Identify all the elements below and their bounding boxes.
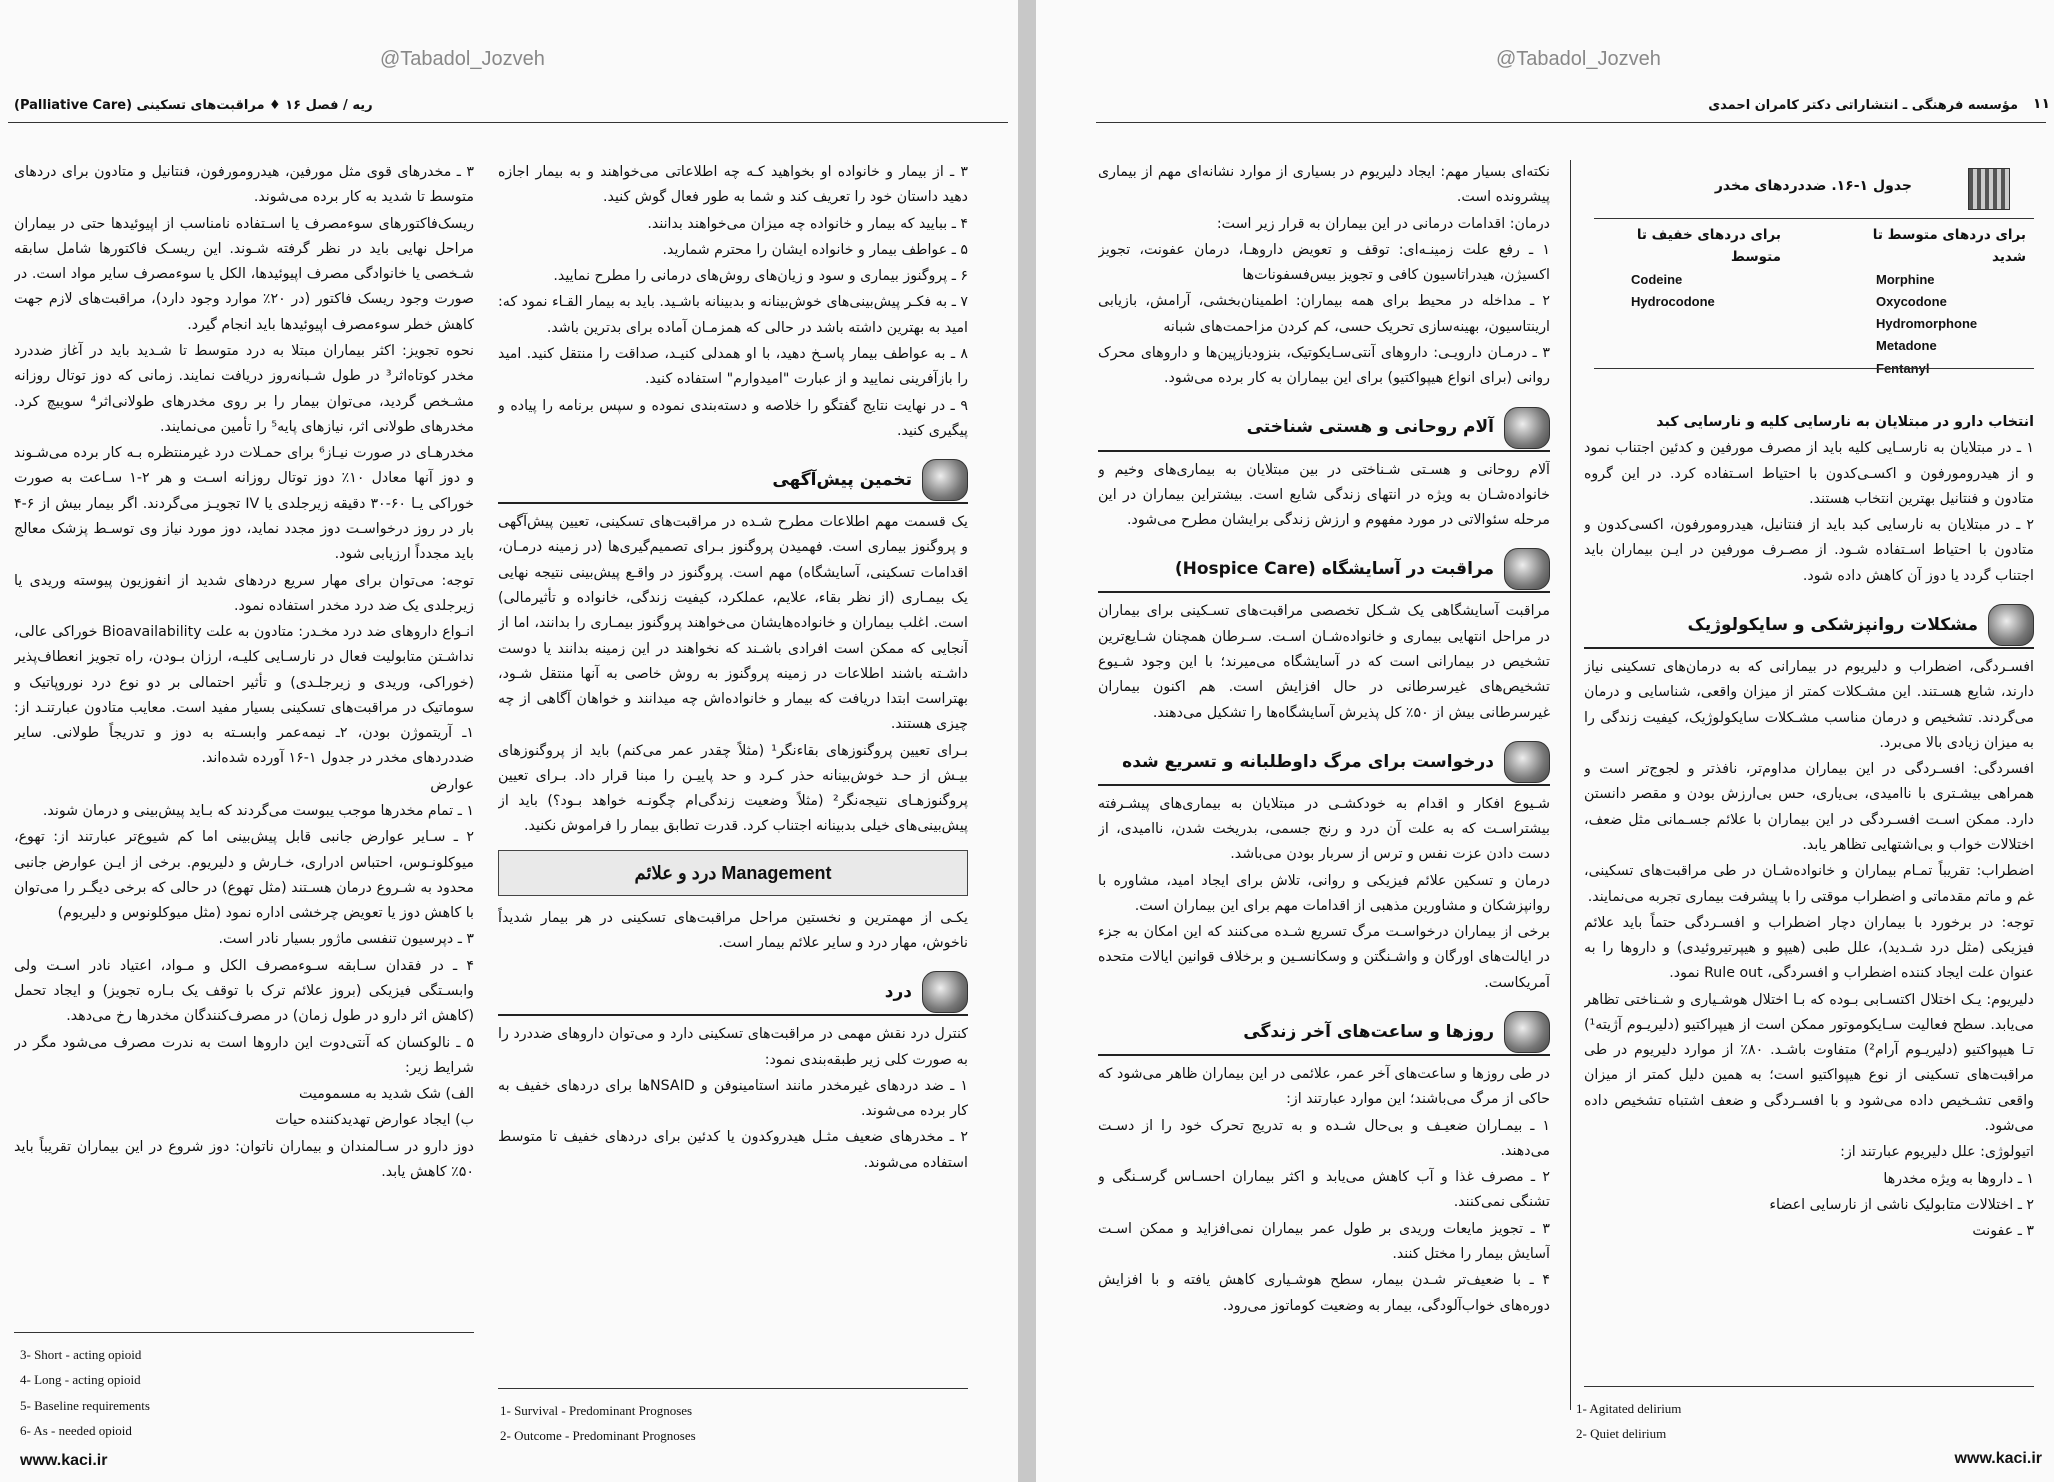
paragraph: درمان: اقدامات درمانی در این بیماران به قرار زیر است: xyxy=(1216,215,1550,232)
section-header-prognosis xyxy=(498,458,968,504)
paragraph: کنترل درد نقش مهمی در مراقبت‌های تسکینی دارد و می‌توان داروهای ضددرد را به صورت کلی زیر طبقه‌بندی نمود: xyxy=(498,1026,968,1068)
section-header-existential xyxy=(1098,406,1550,452)
right-page xyxy=(1036,0,2054,1482)
site-url: www.kaci.ir xyxy=(1954,1450,2042,1467)
section-header-hospice xyxy=(1098,547,1550,593)
paragraph: مخدرهـای در صورت نیـاز⁶ برای حمـلات درد غیرمنتظره بـه کار برده می‌شـوند و دوز آنها معادل ۱۰٪ دوز توتال روزانه اسـت و هر ۲-۱ سـاعت به صورت خوراکی یـا ۶۰-۳۰ دقیقه زیرجلدی یا IV تجویـز می‌گردند. اگر بیمار بیش از ۶-۴ بار در روز درخواسـت دوز مجدد نماید، دوز مورد نیاز وی توسـط پزشک معالج باید مجدداً ارزیابی شود. xyxy=(14,445,474,563)
paragraph: دلیریوم: یـک اختلال اکتسـابی بـوده که بـا اختلال هوشـیاری و شـناختی تظاهر می‌یابد. سطح فعالیت سـایکوموتور ممکن است از هیپراکتیو (دلیریـوم آژیته¹) تـا هیپواکتیو (دلیریـوم آرام²) متفاوت باشـد. ۸۰٪ از موارد دلیریوم در طی مراقبت‌های تسکینی از نوع هیپواکتیو است؛ به همین دلیل کمتر از میزان واقعی تشـخیص داده می‌شود و با افسـردگی و ضعف اشتباه تشخیص داده می‌شود. xyxy=(1584,991,2034,1135)
paragraph: ۲ ـ اختلالات متابولیک ناشی از نارسایی اعضاء xyxy=(1769,1196,2034,1213)
column-right xyxy=(1584,410,2034,1390)
column-left xyxy=(1098,160,1550,1440)
header-rule xyxy=(1096,122,2046,123)
paragraph: ۲ ـ در مبتلایان به نارسایی کبد باید از فنتانیل، هیدرومورفون، اکسی‌کدون و متادون با احتیاط اسـتفاده شـود. از مصـرف مورفین در ایـن بیماران باید اجتناب گردد یا دوز آن کاهش داده شود. xyxy=(1584,517,2034,584)
table-emblem-icon xyxy=(1968,168,2010,210)
paragraph: شـیوع افکار و اقدام به خودکشـی در مبتلایان به بیماری‌های پیشـرفته بیشتراسـت که به علت آن درد و رنج جسمی، بدریخت شدن، ناامیدی، از دست دادن عزت نفس و ترس از سربار بودن می‌باشد. xyxy=(1098,795,1550,863)
paragraph: ۳ ـ درمـان دارویـی: داروهای آنتی‌سـایکوتیک، بنزودیازپین‌ها و داروهای محرک روانی (برای انواع هیپواکتیو) برای این بیماران به کار برده می‌شود. xyxy=(1098,344,1550,387)
footnote-rule xyxy=(498,1388,968,1389)
footnote: 1- Agitated delirium xyxy=(1576,1401,1682,1416)
section-title: مراقبت در آسایشگاه (Hospice Care) xyxy=(1174,559,1494,580)
footnotes-middle xyxy=(500,1398,696,1449)
paragraph: نکته‌ای بسیار مهم: ایجاد دلیریوم در بسیاری از موارد نشانه‌ای مهم از بیماری پیشرونده است. xyxy=(1098,164,1550,206)
euthanasia-text xyxy=(1098,792,1550,996)
table-header-row xyxy=(1596,224,2026,269)
paragraph: ۲ ـ سـایر عوارض جانبی قابل پیش‌بینی اما کم شیوع‌تر عبارتند از: تهوع، میوکلونـوس، احتباس ادراری، خـارش و دلیریوم. برخی از ایـن عوارض جانبی محدود به شـروع درمان هسـتند (مثل تهوع) در حالی که برخی دیگـر را می‌توان با کاهش دوز یا تعویض چرخشی اداره نمود (مثل میوکلونوس و دلیریوم) xyxy=(14,829,474,922)
section-emblem-icon xyxy=(922,971,968,1013)
paragraph: اضطراب: تقریباً تمـام بیماران و خانواده‌شـان در طی مراقبت‌های تسکینی، غم و ماتم مقدماتی و اضطراب موقتی را با پیشرفت بیماری تجربه می‌نمایند. xyxy=(1584,863,2034,905)
paragraph: در طی روزها و ساعت‌های آخر عمر، علائمی در این بیماران ظاهر می‌شود که حاکی از مرگ می‌باشند؛ این موارد عبارتند از: xyxy=(1098,1066,1550,1108)
paragraph: ۱ ـ تمام مخدرها موجب یبوست می‌گردند که بـاید پیش‌بینی و درمان شوند. xyxy=(42,803,474,820)
paragraph: توجه: در برخورد با بیماران دچار اضطراب و افسـردگی حتماً باید علائم فیزیکی (مثل درد شـدید)، علل طبی (هیپو و هیپرتیروئیدی) و داروها را به عنوان علت ایجاد کننده اضطراب و افسردگی، Rule out نمود. xyxy=(1584,914,2034,982)
paragraph: ۱ ـ رفع علت زمینـه‌ای: توقف و تعویض داروهـا، درمان عفونت، تجویز اکسیژن، هیدراتاسیون کافی و تجویز بیس‌فسفونات‌ها xyxy=(1098,241,1550,284)
footnote: 1- Survival - Predominant Prognoses xyxy=(500,1403,693,1418)
site-url: www.kaci.ir xyxy=(20,1452,108,1469)
footnote: 6- As - needed opioid xyxy=(20,1423,132,1439)
footnote: 2- Outcome - Predominant Prognoses xyxy=(500,1428,696,1444)
paragraph: ریسک‌فاکتورهای سوءمصرف یا اسـتفاده نامناسب از اپیوئیدها حتی در بیماران مراحل نهایی باید در نظر گرفته شـوند. این ریسـک فاکتورها شامل سابقه شـخصی یا خانوادگی مصرف اپیوئیدها، الکل یا سوءمصرف سایر مواد است. در صورت وجود ریسک فاکتور (در ۲۰٪ موارد وجود دارد)، مراقبت‌های لازم جهت کاهش خطر سوءمصرف اپیوئیدها باید انجام گیرد. xyxy=(14,215,474,333)
table-cell: Morphine xyxy=(1876,271,1935,287)
paragraph: ۸ ـ به عواطف بیمار پاسـخ دهید، با او همدلی کنیـد، صداقت را منتقل کنید. امید را بازآفرینی نمایید و از عبارت "امیدوارم" استفاده کنید. xyxy=(498,345,968,388)
header-rule xyxy=(8,122,1008,123)
communication-steps xyxy=(498,160,968,444)
management-box: Management درد و علائم xyxy=(498,850,968,896)
section-title: مشکلات روانپزشکی و سایکولوژیک xyxy=(1687,614,1978,635)
prognosis-text xyxy=(498,510,968,840)
paragraph: ۳ ـ تجویز مایعات وریدی بر طول عمر بیماران نمی‌افزاید و ممکن اسـت آسایش بیمار را مختل کنند. xyxy=(1098,1220,1550,1262)
table-row xyxy=(1596,291,2026,313)
paragraph: ۳ ـ عفونت xyxy=(1972,1223,2034,1240)
footnotes-left xyxy=(20,1342,150,1443)
paragraph: افسردگی: افسـردگی در این بیماران مداوم‌تر، نافذتر و لجوج‌تر است و همراهی بیشـتری با ناامیدی، بی‌یاری، حس بی‌ارزش بودن و مقصر دانستن دارد. ممکن اسـت افسـردگی در این بیماران با علائم جسـمانی مثل ضعف، اختلالات خواب و بی‌اشتهایی تظاهر یابد. xyxy=(1584,761,2034,853)
running-head: ریه / فصل ۱۶ ♦ مراقبت‌های تسکینی (Palliative Care) xyxy=(14,98,373,113)
paragraph: توجه: می‌توان برای مهار سریع دردهای شدید از انفوزیون پیوسته وریدی یا زیرجلدی یک ضد درد مخدر استفاده نمود. xyxy=(14,572,474,614)
footnote-rule xyxy=(1584,1386,2034,1387)
paragraph: ۹ ـ در نهایت نتایج گفتگو را خلاصه و دسته‌بندی نموده و سپس برنامه را پیاده و پیگیری کنید. xyxy=(498,397,968,439)
footnote: 4- Long - acting opioid xyxy=(20,1372,141,1388)
section-emblem-icon xyxy=(1504,407,1550,449)
footnotes-right xyxy=(1576,1396,1681,1447)
paragraph: ۱ ـ بیمـاران ضعیـف و بی‌حال شـده و به تدریج تحرک خود را از دسـت می‌دهند. xyxy=(1098,1117,1550,1159)
footnote: 2- Quiet delirium xyxy=(1576,1426,1667,1442)
paragraph: ۴ ـ با ضعیف‌تر شـدن بیمار، سطح هوشـیاری کاهش یافته و با افزایش دوره‌های خواب‌آلودگی، بیمار به وضعیت کوماتوز می‌رود. xyxy=(1098,1272,1550,1314)
existential-text: آلام روحانی و هسـتی شـناختی در بین مبتلایان به بیماری‌های وخیم و خانواده‌شـان به ویژه در انتهای زندگی شایع است. بیشتراین بیماران در این مرحله سئوالاتی در مورد مفهوم و ارزش زندگی برایشان مطرح می‌شود. xyxy=(1098,461,1550,529)
column-left xyxy=(14,160,474,1320)
management-text: یکـی از مهمترین و نخستین مراحل مراقبت‌های تسکینی در هر بیمار شدیداً ناخوش، مهار درد و سایر علائم بیمار است. xyxy=(498,909,968,952)
table-rule xyxy=(1594,218,2034,219)
table-cell: Oxycodone xyxy=(1876,293,1947,309)
section-header-lastdays xyxy=(1098,1010,1550,1056)
footnote-rule xyxy=(14,1332,474,1333)
table-row xyxy=(1596,269,2026,291)
paragraph: بـرای تعیین پروگنوزهای بقاء‌نگر¹ (مثلاً چقدر عمر می‌کنم) باید از پروگنوزهای بیـش از حـد خوش‌بینانه حذر کـرد و حد پاییـن را مبنا قرار داد. بـرای تعیین پروگنوزهـای نتیجه‌نگر² (مثلاً وضعیت زندگی‌ام چگونـه خواهد بـود؟) باید از پیش‌بینی‌های خیلی بدبینانه اجتناب کرد. قدرت تطابق بیمار را فراموش نکنید. xyxy=(498,742,968,835)
section-header-psych xyxy=(1584,603,2034,649)
table-row xyxy=(1596,313,2026,335)
paragraph: ۷ ـ به فکـر پیش‌بینی‌های خوش‌بینانه و بدبینانه باشـید. باید به بیمار القـاء نمود که: امید به بهترین داشته باشد در حالی که همزمـان آماده برای بدترین باشد. xyxy=(498,294,968,336)
table-header: برای دردهای متوسط تا شدید xyxy=(1872,227,2026,266)
paragraph: انتخاب دارو در مبتلایان به نارسایی کلیه و نارسایی کبد xyxy=(1656,414,2034,430)
table-header: برای دردهای خفیف تا متوسط xyxy=(1636,227,1781,266)
paragraph: ۴ ـ در فقدان سـابقه سـوءمصرف الکل و مـواد، اعتیاد نادر اسـت ولی وابسـتگی فیزیکی (بروز علائم ترک با توقف یک بـاره تجویز) و ایجاد تحمل (کاهش اثر دارو در طول زمان) در مصرف‌کنندگان مخدرها رخ می‌دهد. xyxy=(14,957,474,1025)
page-gutter xyxy=(1018,0,1036,1482)
paragraph: ۲ ـ مداخله در محیط برای همه بیماران: اطمینان‌بخشی، آرامش، بازیابی ارینتاسیون، بهینه‌سازی تحریک حسی، کم کردن مزاحمت‌های شبانه xyxy=(1098,293,1550,335)
table-title: جدول ۱-۱۶. ضددردهای مخدر xyxy=(1714,178,1912,194)
paragraph: ۱ ـ داروها به ویژه مخدرها xyxy=(1883,1170,2034,1187)
paragraph: ۳ ـ دپرسیون تنفسی ماژور بسیار نادر است. xyxy=(218,931,474,948)
paragraph: افسـردگی، اضطراب و دلیریوم در بیمارانی که به درمان‌های تسکینی نیاز دارند، شایع هسـتند. این مشـکلات کمتر از میزان واقعی، شناسایی و درمان می‌گردند. تشخیص و درمان مناسب مشـکلات سایکولوژیک، کیفیت زندگی را به میزان زیادی بالا می‌برد. xyxy=(1584,658,2034,751)
section-header-euthanasia xyxy=(1098,740,1550,786)
paragraph: اتیولوژی: علل دلیریوم عبارتند از: xyxy=(1840,1144,2034,1161)
table-cell: Hydromorphone xyxy=(1876,316,1978,332)
watermark: @Tabadol_Jozveh xyxy=(1496,48,1661,70)
section-title: روزها و ساعت‌های آخر زندگی xyxy=(1243,1021,1494,1042)
table-cell: Fentanyl xyxy=(1876,360,1930,376)
lastdays-text xyxy=(1098,1062,1550,1319)
paragraph: انـواع داروهای ضد درد مخـدر: متادون به علت Bioavailability خوراکی عالی، نداشـتن متابولیت فعال در نارسـایی کلیـه، ارزان بـودن، راه تجویز انعطاف‌پذیر (خوراکی، وریدی و زیرجلـدی) و تأثیر احتمالی بر دو نوع درد نوروپاتیک و سوماتیک در مراقبت‌های تسکینی بسیار مفید است. معایب متادون عبارتنـد از: ۱ـ آریتموژن بودن، ۲ـ نیمه‌عمر وابسـته به دوز و تدریجاً طولانی. سایر ضددردهای مخدر در جدول ۱-۱۶ آورده شده‌اند. xyxy=(14,624,474,767)
section-title: آلام روحانی و هستی شناختی xyxy=(1246,417,1494,438)
column-middle xyxy=(498,160,968,1450)
watermark: @Tabadol_Jozveh xyxy=(380,48,545,70)
table-row xyxy=(1596,335,2026,357)
opioid-table xyxy=(1596,224,2026,380)
section-emblem-icon xyxy=(1504,741,1550,783)
paragraph: یک قسمت مهم اطلاعات مطرح شـده در مراقبت‌های تسکینی، تعیین پیش‌آگهی و پروگنوز بیماری است. فهمیدن پروگنوز بـرای تصمیم‌گیری‌ها (در زمینه درمـان، اقدامات تسکینی، آسایشگاه) مهم است. پروگنوز در واقـع پیش‌بینی نتیجه نهایی یک بیمـاری (از نظر بقاء، علایم، عملکرد، کیفیت زندگی، خانواده و تأثیرمالی) است. اغلب بیماران و خانواده‌هایشان می‌خواهند پروگنوز بیمـاری را بدانند، اما از آنجایی که ممکن است افرادی باشـند که نخواهند در این زمینه بدانند یا دوست داشـته باشند اطلاعات در زمینه پروگنوز به روش خاصی به آنها منتقل شـود، بهتراست ابتدا دریافت که بیمار و خانواده‌اش چه میدانند و خواهان آگاهی از چه چیزی هستند. xyxy=(498,514,968,733)
paragraph: ۲ ـ مخدرهای ضعیف مثـل هیدروکدون یا کدئین برای دردهای خفیف تا متوسط استفاده می‌شوند. xyxy=(498,1129,968,1171)
paragraph: نحوه تجویز: اکثر بیماران مبتلا به درد متوسط تا شـدید باید در آغاز ضددرد مخدر کوتاه‌اثر³ در طول شـبانه‌روز دریافت نمایند. زمانی که دوز توتال روزانه مشـخص گردید، می‌توان بیمار را بر روی مخدرهای طولانی‌اثر⁴ سوییچ کرد. مخدرهای طولانی اثر، نیازهای پایه⁵ را تأمین می‌نمایند. xyxy=(14,342,474,435)
organ-failure-text xyxy=(1584,410,2034,589)
left-page xyxy=(0,0,1018,1482)
psych-text xyxy=(1584,655,2034,1244)
section-emblem-icon xyxy=(922,459,968,501)
section-title: درخواست برای مرگ داوطلبانه و تسریع شده xyxy=(1122,751,1494,772)
paragraph: ۳ ـ مخدرهای قوی مثل مورفین، هیدرومورفون، فنتانیل و متادون برای دردهای متوسط تا شدید به کار برده می‌شوند. xyxy=(14,164,474,206)
running-head: مؤسسه فرهنگی ـ انتشاراتی دکتر کامران احمدی xyxy=(1708,98,2018,113)
paragraph: ۳ ـ از بیمار و خانواده او بخواهید کـه چه اطلاعاتی می‌خواهند و به بیمار اجازه دهید داستان خود را تعریف کند و شما به طور فعال گوش کنید. xyxy=(498,164,968,206)
paragraph: ۴ ـ ببایید که بیمار و خانواده چه میزان می‌خواهند بدانند. xyxy=(647,215,968,232)
table-cell: Codeine xyxy=(1631,271,1683,287)
section-emblem-icon xyxy=(1988,604,2034,646)
pain-text xyxy=(498,1022,968,1176)
footnote: 3- Short - acting opioid xyxy=(20,1347,142,1362)
section-title: تخمین پیش‌آگهی xyxy=(772,469,912,490)
paragraph: الف) شک شدید به مسمومیت xyxy=(299,1086,474,1103)
section-emblem-icon xyxy=(1504,1011,1550,1053)
hospice-text: مراقبت آسایشگاهی یک شـکل تخصصی مراقبت‌های تسـکینی برای بیماران در مراحل انتهایی بیماری و خانواده‌شـان اسـت. سـرطان همچنان شـایع‌ترین تشخیص در بیمارانی است که در آسایشگاه می‌میرند؛ با این وجود شـیوع تشخیص‌های غیرسرطانی در حال افزایش است. هم اکنون بیماران غیرسرطانی بیش از ۵۰٪ کل پذیرش آسایشگاه‌ها را تشکیل می‌دهند. xyxy=(1098,603,1550,721)
paragraph: دوز دارو در سـالمندان و بیماران ناتوان: دوز شروع در این بیماران تقریباً باید ۵۰٪ کاهش یابد. xyxy=(14,1138,474,1180)
section-header-pain xyxy=(498,970,968,1016)
table-cell: Metadone xyxy=(1876,338,1937,354)
paragraph: ۵ ـ عواطف بیمار و خانواده ایشان را محترم شمارید. xyxy=(662,241,968,258)
table-rule xyxy=(1594,368,2034,369)
paragraph: ۵ ـ نالوکسان که آنتی‌دوت این داروها است به ندرت مصرف می‌شود مگر در شرایط زیر: xyxy=(14,1034,474,1076)
paragraph: ۱ ـ در مبتلایان به نارسـایی کلیه باید از مصرف مورفین و کدئین اجتناب نمود و از هیدرومورفون و اکسـی‌کدون با احتیاط اسـتفاده کرد. در این گروه متادون و فنتانیل بهترین انتخاب هستند. xyxy=(1584,440,2034,507)
table-cell: Hydrocodone xyxy=(1631,293,1715,309)
paragraph: ۲ ـ مصرف غذا و آب کاهش می‌یابد و اکثر بیماران احسـاس گرسـنگی و تشنگی نمی‌کنند. xyxy=(1098,1169,1550,1211)
paragraph: برخی از بیماران درخواسـت مرگ تسریع شـده می‌کنند که این امکان به جزء در ایالت‌های اورگان و واشـنگتن و وسکانسـین و برخلاف قوانین ایالات متحده آمریکاست. xyxy=(1098,924,1550,991)
section-title: درد xyxy=(884,982,912,1003)
column-divider xyxy=(1570,160,1571,1410)
section-emblem-icon xyxy=(1504,548,1550,590)
footnote: 5- Baseline requirements xyxy=(20,1397,150,1413)
paragraph: ۶ ـ پروگنوز بیماری و سود و زیان‌های روش‌های درمانی را مطرح نمایید. xyxy=(553,268,968,285)
paragraph: درمان و تسکین علائم فیزیکی و روانی، تلاش برای ایجاد امید، مشاوره با روانپزشکان و مشاورین مذهبی از اقدامات مهم برای این بیماران است. xyxy=(1098,872,1550,914)
paragraph: ب) ایجاد عوارض تهدیدکننده حیات xyxy=(275,1112,474,1129)
page-number: ۱۱ xyxy=(2032,96,2050,112)
paragraph: ۱ ـ ضد دردهای غیرمخدر مانند استامینوفن و NSAIDها برای دردهای خفیف به کار برده می‌شوند. xyxy=(498,1077,968,1120)
opioid-text xyxy=(14,160,474,1185)
paragraph: عوارض xyxy=(430,776,474,793)
delirium-treatment-text xyxy=(1098,160,1550,392)
